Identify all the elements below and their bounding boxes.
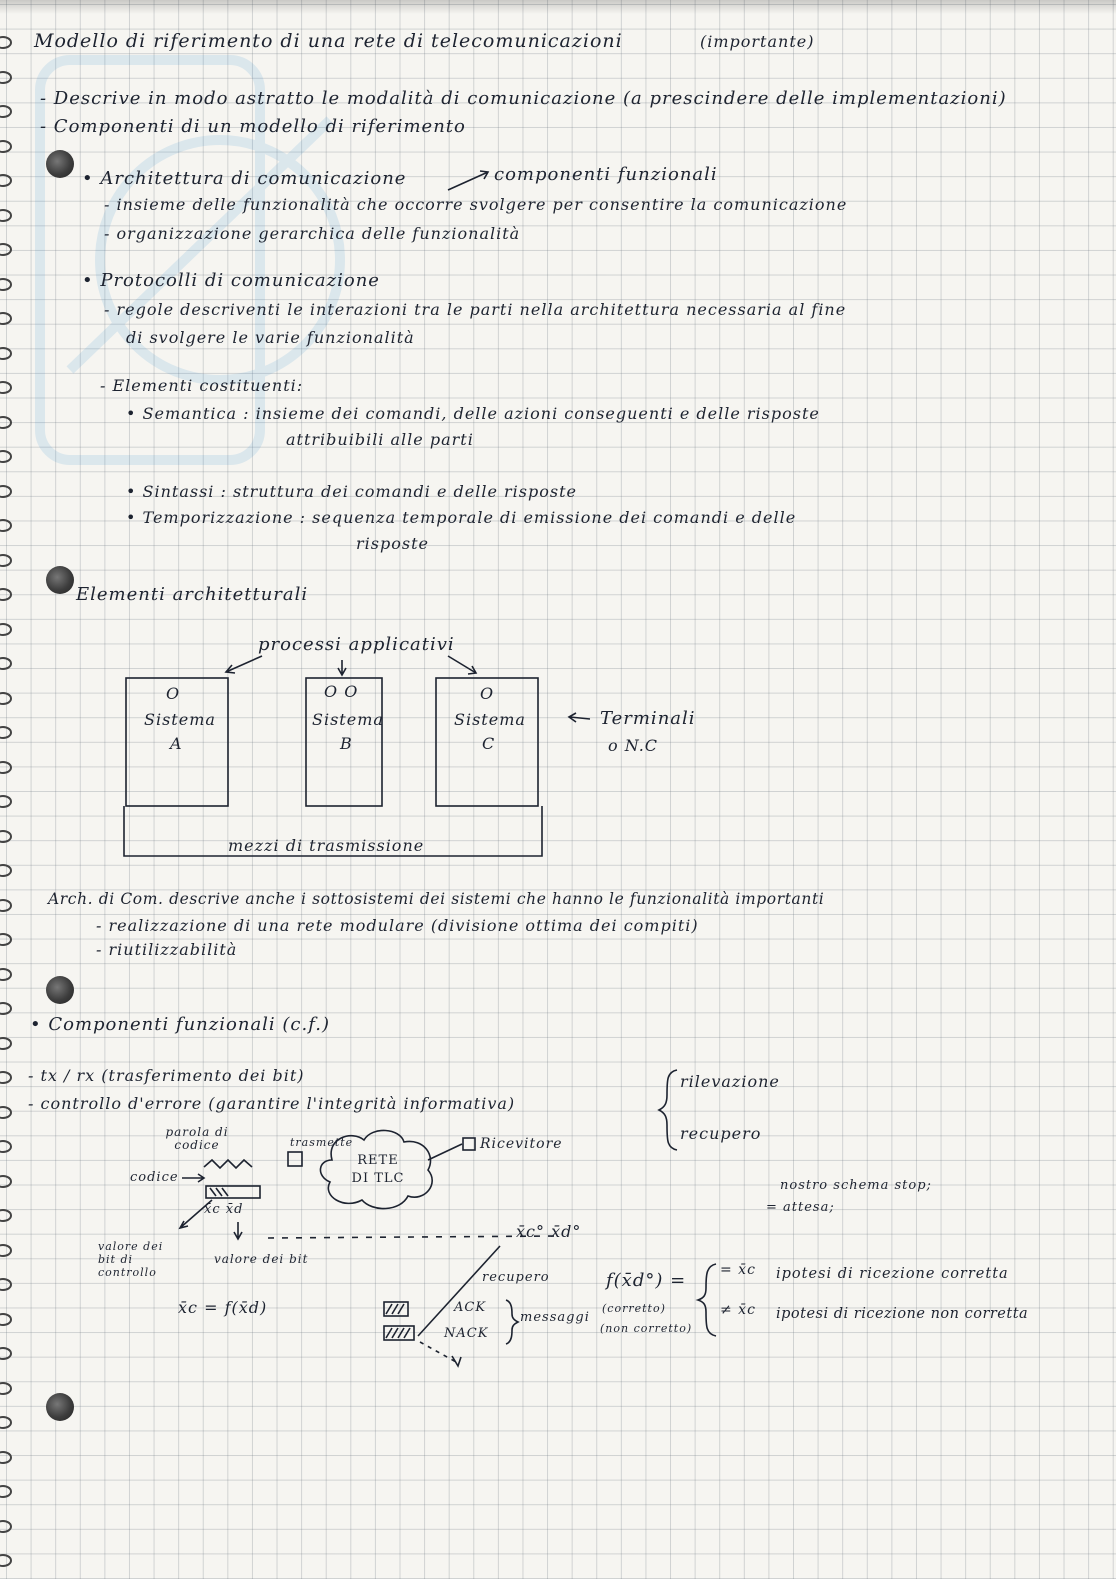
semantica-line: attribuibili alle parti	[286, 430, 474, 449]
mezzi-label: mezzi di trasmissione	[228, 836, 425, 855]
rete-label: RETE DI TLC	[351, 1153, 405, 1186]
intro-line: - Descrive in modo astratto le modalità di comunicazione (a prescindere delle implementazioni)	[40, 88, 1007, 109]
nack-label: NACK	[444, 1326, 489, 1341]
architettura-heading: • Architettura di comunicazione	[82, 168, 407, 189]
condition-symbol: = x̄c	[720, 1262, 756, 1278]
corretto-label: (corretto)	[602, 1302, 666, 1315]
system-circles: O	[480, 684, 495, 703]
page-title: Modello di riferimento di una rete di telecomunicazioni	[34, 30, 623, 52]
elementi-heading: - Elementi costituenti:	[100, 376, 304, 395]
semantica-line: • Semantica : insieme dei comandi, delle azioni conseguenti e delle risposte	[126, 404, 820, 423]
arch-note-item: - riutilizzabilità	[96, 940, 238, 959]
system-name: Sistema	[144, 710, 216, 729]
componenti-item: - tx / rx (trasferimento dei bit)	[28, 1066, 305, 1085]
intro-line: - Componenti di un modello di riferimento	[40, 116, 466, 137]
condition-text: ipotesi di ricezione non corretta	[776, 1306, 1029, 1322]
valore-bit-label: valore dei bit	[214, 1252, 309, 1266]
system-name: Sistema	[454, 710, 526, 729]
f-expression: f(x̄d°) =	[606, 1270, 687, 1291]
protocolli-item: - regole descriventi le interazioni tra le parti nella architettura necessaria al fine	[104, 300, 847, 319]
codice-label: codice	[130, 1170, 179, 1185]
protocolli-heading: • Protocolli di comunicazione	[82, 270, 380, 291]
ricevitore-label: Ricevitore	[480, 1136, 563, 1152]
messaggi-label: messaggi	[520, 1310, 590, 1325]
architettura-item: - insieme delle funzionalità che occorre svolgere per consentire la comunicazione	[104, 195, 848, 214]
system-circles: O O	[324, 682, 359, 701]
architettura-item: - organizzazione gerarchica delle funzionalità	[104, 224, 521, 243]
system-letter: B	[340, 734, 353, 753]
ack-label: ACK	[454, 1300, 487, 1315]
terminali-note: o N.C	[608, 736, 659, 755]
protocolli-item: di svolgere le varie funzionalità	[126, 328, 415, 347]
temporizzazione-line: • Temporizzazione : sequenza temporale di emissione dei comandi e delle	[126, 508, 797, 527]
system-letter: C	[482, 734, 496, 753]
componenti-arrow-label: componenti funzionali	[494, 164, 718, 185]
arch-note-item: - realizzazione di una rete modulare (divisione ottima dei compiti)	[96, 916, 699, 935]
received-xc-xd-label: x̄c° x̄d°	[516, 1222, 582, 1241]
title-note: (importante)	[700, 32, 815, 51]
attesa-label: = attesa;	[766, 1200, 835, 1215]
parola-codice-label: parola di codice	[165, 1125, 229, 1152]
nostro-schema-label: nostro schema stop;	[780, 1178, 932, 1193]
system-name: Sistema	[312, 710, 384, 729]
valore-bit-controllo-label: valore dei bit di controllo	[98, 1240, 164, 1279]
componenti-heading: • Componenti funzionali (c.f.)	[30, 1014, 330, 1035]
formula-label: x̄c = f(x̄d)	[178, 1298, 268, 1317]
recupero-label: recupero	[482, 1270, 550, 1285]
non-corretto-label: (non corretto)	[600, 1322, 693, 1335]
brace-item-rilevazione: rilevazione	[680, 1072, 780, 1091]
brace-item-recupero: recupero	[680, 1124, 762, 1143]
sintassi-line: • Sintassi : struttura dei comandi e delle risposte	[126, 482, 577, 501]
system-circles: O	[166, 684, 181, 703]
condition-text: ipotesi di ricezione corretta	[776, 1266, 1009, 1282]
terminali-label: Terminali	[600, 708, 696, 729]
temporizzazione-line: risposte	[356, 534, 429, 553]
elementi-architetturali-heading: Elementi architetturali	[76, 584, 309, 605]
arch-note-line: Arch. di Com. descrive anche i sottosistemi dei sistemi che hanno le funzionalità importanti	[48, 890, 825, 908]
condition-symbol: ≠ x̄c	[720, 1302, 756, 1318]
xc-xd-label: x̄c x̄d	[204, 1202, 244, 1217]
system-letter: A	[170, 734, 183, 753]
trasmette-label: trasmette	[290, 1136, 354, 1149]
componenti-item: - controllo d'errore (garantire l'integrità informativa)	[28, 1094, 516, 1113]
processi-label: processi applicativi	[258, 634, 455, 655]
